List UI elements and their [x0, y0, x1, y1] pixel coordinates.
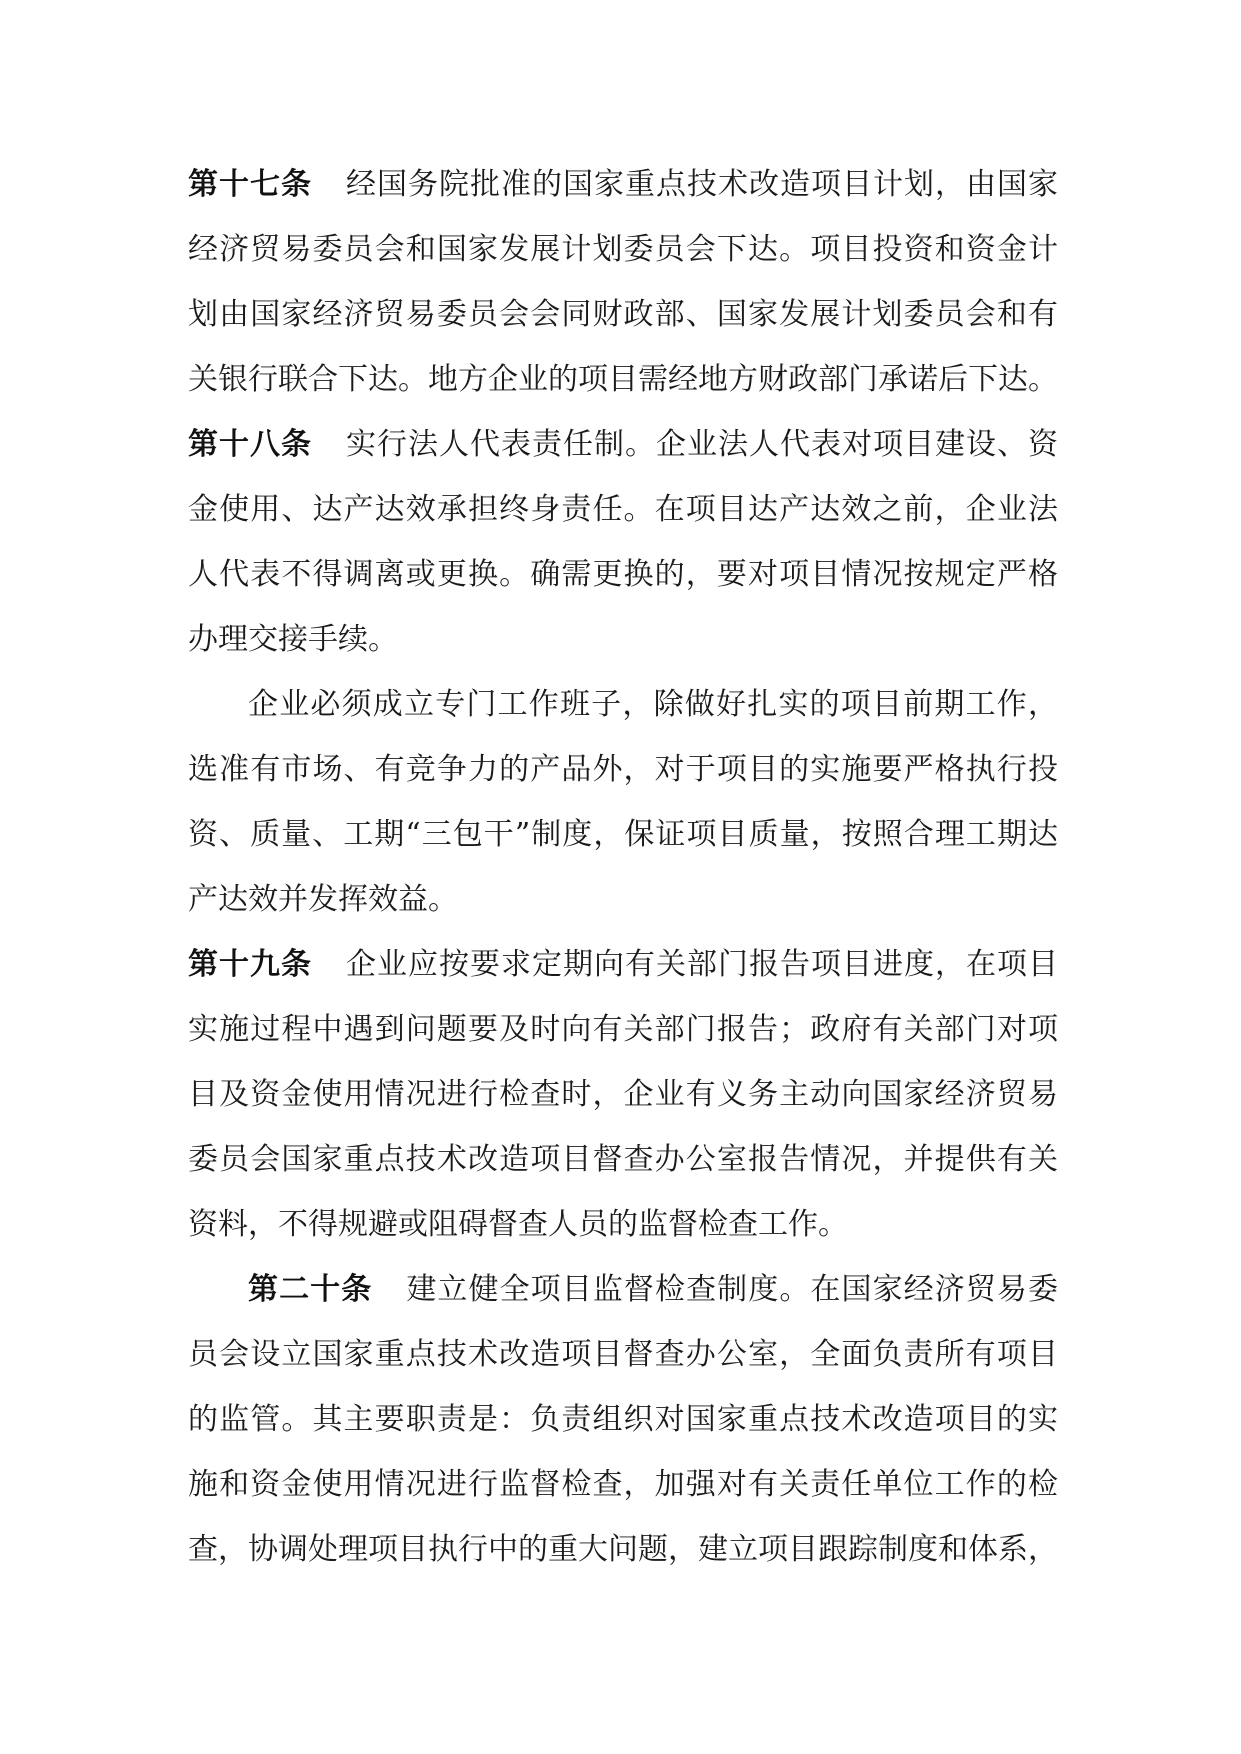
- document-body: [188, 152, 1058, 1582]
- article-20-text-1: 建立健全项目监督检查制度。在国家经济贸易委: [406, 1272, 1059, 1307]
- article-20-line-3: 的监管。其主要职责是：负责组织对国家重点技术改造项目的实: [188, 1402, 1058, 1437]
- article-19-title: 第十九条: [188, 947, 312, 982]
- article-18-line-1: [188, 412, 1058, 477]
- article-19-line-3: 目及资金使用情况进行检查时，企业有义务主动向国家经济贸易: [188, 1077, 1058, 1112]
- article-20-line-2: 员会设立国家重点技术改造项目督查办公室，全面负责所有项目: [188, 1337, 1058, 1372]
- article-18-text-1: 实行法人代表责任制。企业法人代表对项目建设、资: [346, 427, 1058, 462]
- article-20-line-1: [188, 1257, 1058, 1322]
- article-20-line-4: 施和资金使用情况进行监督检查，加强对有关责任单位工作的检: [188, 1467, 1058, 1502]
- article-19-line-2: 实施过程中遇到问题要及时向有关部门报告；政府有关部门对项: [188, 1012, 1058, 1047]
- article-20-title: 第二十条: [248, 1272, 373, 1307]
- article-19-line-5: 资料，不得规避或阻碍督查人员的监督检查工作。: [188, 1207, 848, 1242]
- paragraph-working-group-line-2: 选准有市场、有竞争力的产品外，对于项目的实施要严格执行投: [188, 752, 1058, 787]
- paragraph-working-group-line-3: 资、质量、工期“三包干”制度，保证项目质量，按照合理工期达: [188, 817, 1058, 852]
- article-18-line-2: 金使用、达产达效承担终身责任。在项目达产达效之前，企业法: [188, 492, 1058, 527]
- article-18-line-3: 人代表不得调离或更换。确需更换的，要对项目情况按规定严格: [188, 557, 1058, 592]
- article-17-line-1: [188, 152, 1058, 217]
- article-17-title: 第十七条: [188, 167, 312, 202]
- paragraph-working-group-line-4: 产达效并发挥效益。: [188, 882, 458, 917]
- article-19-text-1: 企业应按要求定期向有关部门报告项目进度，在项目: [346, 947, 1058, 982]
- article-17-text-1: 经国务院批准的国家重点技术改造项目计划，由国家: [346, 167, 1058, 202]
- article-17-line-4: 关银行联合下达。地方企业的项目需经地方财政部门承诺后下达。: [188, 362, 1058, 397]
- article-19-line-1: [188, 932, 1058, 997]
- article-19-line-4: 委员会国家重点技术改造项目督查办公室报告情况，并提供有关: [188, 1142, 1058, 1177]
- article-18-line-4: 办理交接手续。: [188, 622, 398, 657]
- article-17-line-3: 划由国家经济贸易委员会会同财政部、国家发展计划委员会和有: [188, 297, 1058, 332]
- article-18-title: 第十八条: [188, 427, 312, 462]
- article-17-line-2: 经济贸易委员会和国家发展计划委员会下达。项目投资和资金计: [188, 232, 1058, 267]
- paragraph-working-group-line-1: 企业必须成立专门工作班子，除做好扎实的项目前期工作，: [248, 687, 1058, 722]
- article-20-line-5: 查，协调处理项目执行中的重大问题，建立项目跟踪制度和体系，: [188, 1532, 1058, 1567]
